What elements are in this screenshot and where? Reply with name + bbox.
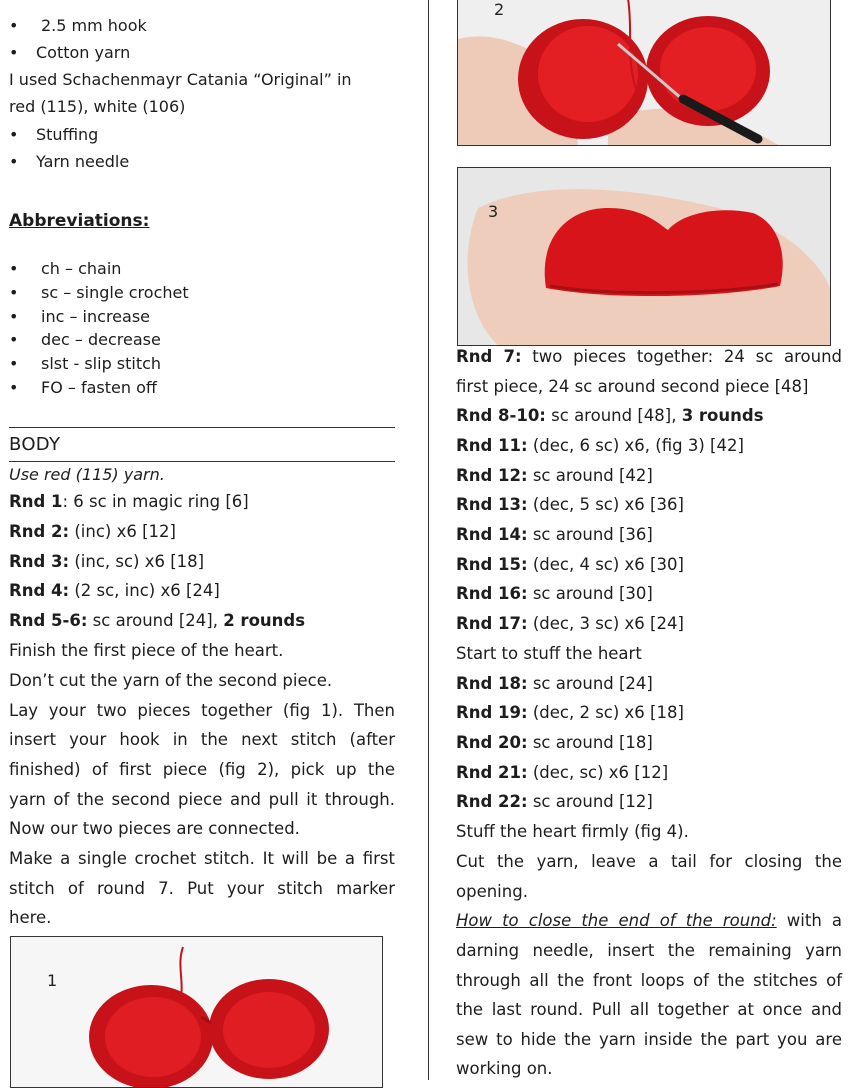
round-instruction: Rnd 14: sc around [36] <box>456 525 653 544</box>
instruction-text: darning needle, insert the remaining yarn <box>456 941 842 960</box>
round-instruction: Rnd 1: 6 sc in magic ring [6] <box>9 492 249 511</box>
figure-2-number: 2 <box>494 0 505 19</box>
instruction-text: finished) of first piece (fig 2), pick up the <box>9 760 395 779</box>
figure-3-photo <box>457 167 831 346</box>
section-rule <box>9 461 395 462</box>
round-instruction: Rnd 18: sc around [24] <box>456 674 653 693</box>
column-divider <box>428 0 429 1080</box>
round-instruction: Rnd 22: sc around [12] <box>456 792 653 811</box>
instruction-text: Lay your two pieces together (fig 1). Then <box>9 701 395 720</box>
round-instruction: Rnd 16: sc around [30] <box>456 584 653 603</box>
instruction-text: Finish the first piece of the heart. <box>9 641 284 660</box>
round-instruction: first piece, 24 sc around second piece [48] <box>456 377 809 396</box>
figure-1-photo <box>10 936 383 1088</box>
round-instruction: Rnd 11: (dec, 6 sc) x6, (fig 3) [42] <box>456 436 744 455</box>
round-instruction: Rnd 2: (inc) x6 [12] <box>9 522 176 541</box>
round-instruction: Rnd 8-10: sc around [48], 3 rounds <box>456 406 764 425</box>
round-instruction: Rnd 19: (dec, 2 sc) x6 [18] <box>456 703 684 722</box>
round-instruction: Rnd 3: (inc, sc) x6 [18] <box>9 552 205 571</box>
instruction-text: here. <box>9 908 52 927</box>
instruction-text: Start to stuff the heart <box>456 644 642 663</box>
instruction-text: Cut the yarn, leave a tail for closing the <box>456 852 842 871</box>
instruction-text: sew to hide the yarn inside the part you are <box>456 1030 842 1049</box>
round-instruction: Rnd 17: (dec, 3 sc) x6 [24] <box>456 614 684 633</box>
section-rule <box>9 427 395 428</box>
abbreviations-title: Abbreviations: <box>9 211 150 231</box>
instruction-text: yarn of the second piece and pull it through. <box>9 790 395 809</box>
instruction-text: opening. <box>456 882 528 901</box>
instruction-text: insert your hook in the next stitch (after <box>9 730 395 749</box>
round-instruction: Rnd 20: sc around [18] <box>456 733 653 752</box>
figure-3-number: 3 <box>488 202 499 221</box>
round-instruction: Rnd 13: (dec, 5 sc) x6 [36] <box>456 495 684 514</box>
round-instruction: Rnd 4: (2 sc, inc) x6 [24] <box>9 581 220 600</box>
instruction-text: stitch of round 7. Put your stitch marker <box>9 879 395 898</box>
round-instruction: Rnd 21: (dec, sc) x6 [12] <box>456 763 669 782</box>
instruction-text: through all the front loops of the stitches of <box>456 971 842 990</box>
round-instruction: Rnd 5-6: sc around [24], 2 rounds <box>9 611 306 630</box>
round-instruction: Rnd 12: sc around [42] <box>456 466 653 485</box>
instruction-text: the last round. Pull all together at once and <box>456 1000 842 1019</box>
instruction-text: Don’t cut the yarn of the second piece. <box>9 671 333 690</box>
instruction-text: working on. <box>456 1059 553 1078</box>
round-instruction: Rnd 7: two pieces together: 24 sc around <box>456 347 843 366</box>
figure-2-photo <box>457 0 831 146</box>
figure-1-number: 1 <box>47 971 58 990</box>
yarn-note: red (115), white (106) <box>9 97 186 116</box>
instruction-text: Stuff the heart firmly (fig 4). <box>456 822 689 841</box>
body-yarn-note: Use red (115) yarn. <box>9 465 165 484</box>
round-instruction: Rnd 15: (dec, 4 sc) x6 [30] <box>456 555 684 574</box>
instruction-text: Make a single crochet stitch. It will be a first <box>9 849 395 868</box>
body-section-title: BODY <box>9 434 61 455</box>
yarn-note: I used Schachenmayr Catania “Original” in <box>9 70 352 89</box>
instruction-text: Now our two pieces are connected. <box>9 819 300 838</box>
close-round-heading: How to close the end of the round: with a <box>456 911 842 930</box>
